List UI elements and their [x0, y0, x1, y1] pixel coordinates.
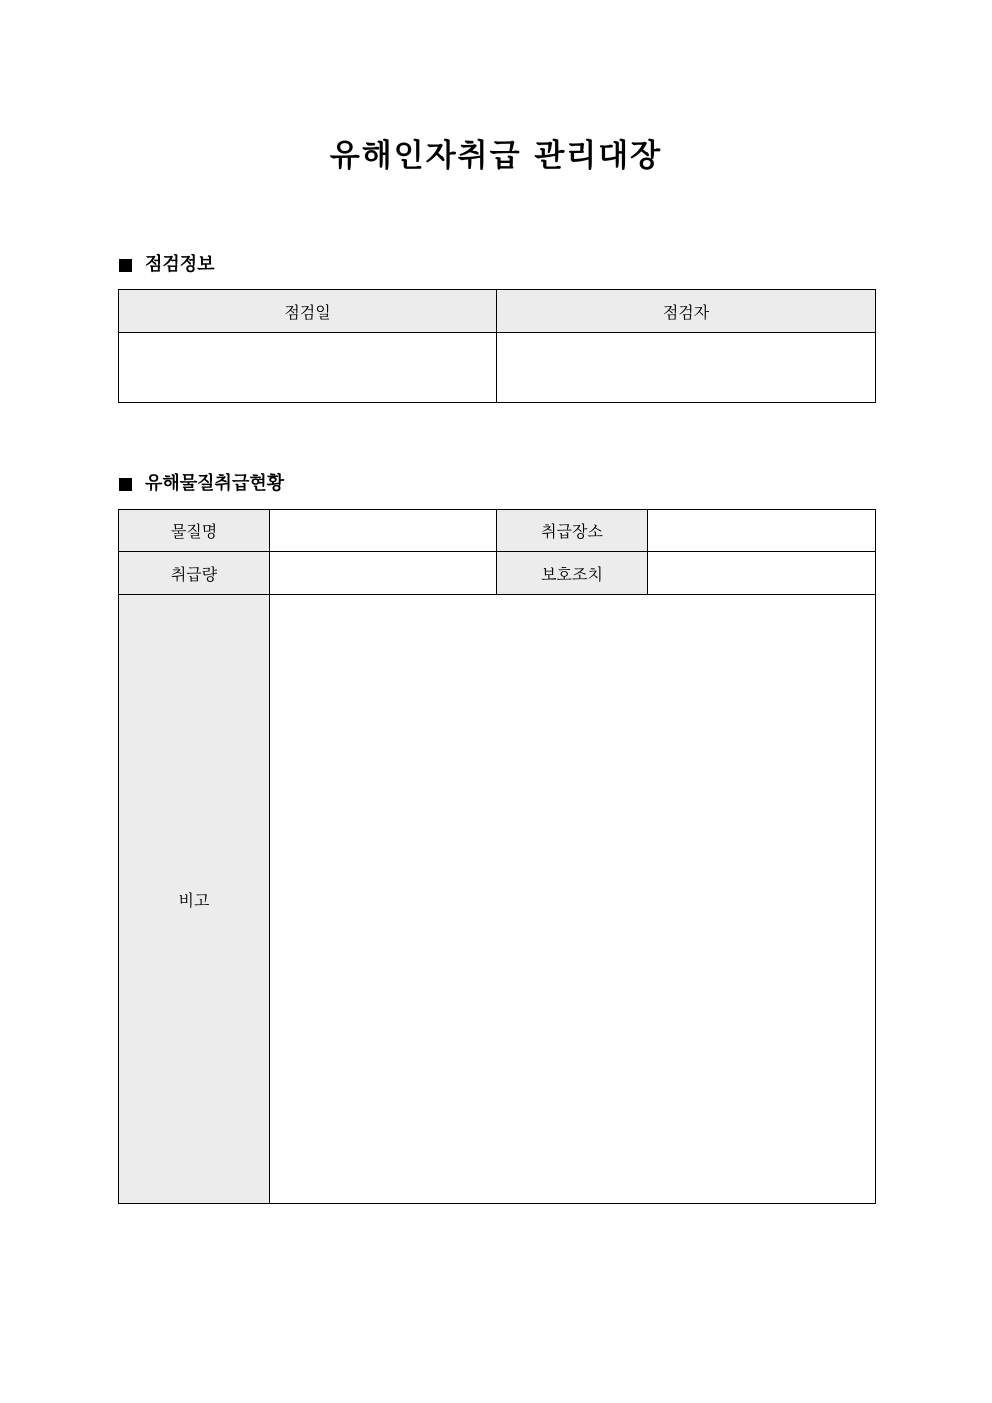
inspection-header-row: [119, 290, 876, 333]
remarks-row: [119, 595, 876, 1204]
square-bullet-icon: [119, 259, 132, 272]
handling-amount-cell[interactable]: [270, 552, 497, 595]
substance-name-label: 물질명: [119, 510, 270, 552]
remarks-label: 비고: [119, 595, 270, 1204]
inspection-date-header: 점검일: [119, 290, 497, 333]
substance-status-heading: [119, 472, 284, 496]
inspection-value-row: [119, 333, 876, 403]
handling-location-cell[interactable]: [648, 510, 876, 552]
inspection-info-table: [118, 289, 876, 403]
inspection-info-heading-label: 점검정보: [145, 254, 215, 275]
substance-row-2: [119, 552, 876, 595]
square-bullet-icon: [119, 478, 132, 491]
substance-name-cell[interactable]: [270, 510, 497, 552]
protective-measures-cell[interactable]: [648, 552, 876, 595]
inspection-info-heading: [119, 253, 215, 277]
inspection-date-cell[interactable]: [119, 333, 497, 403]
protective-measures-label: 보호조치: [497, 552, 648, 595]
substance-row-1: [119, 510, 876, 552]
handling-amount-label: 취급량: [119, 552, 270, 595]
inspector-cell[interactable]: [497, 333, 876, 403]
substance-status-heading-label: 유해물질취급현황: [145, 473, 285, 494]
inspector-header: 점검자: [497, 290, 876, 333]
remarks-cell[interactable]: [270, 595, 876, 1204]
substance-status-table: [118, 509, 876, 1204]
handling-location-label: 취급장소: [497, 510, 648, 552]
document-title: 유해인자취급 관리대장: [329, 138, 663, 174]
